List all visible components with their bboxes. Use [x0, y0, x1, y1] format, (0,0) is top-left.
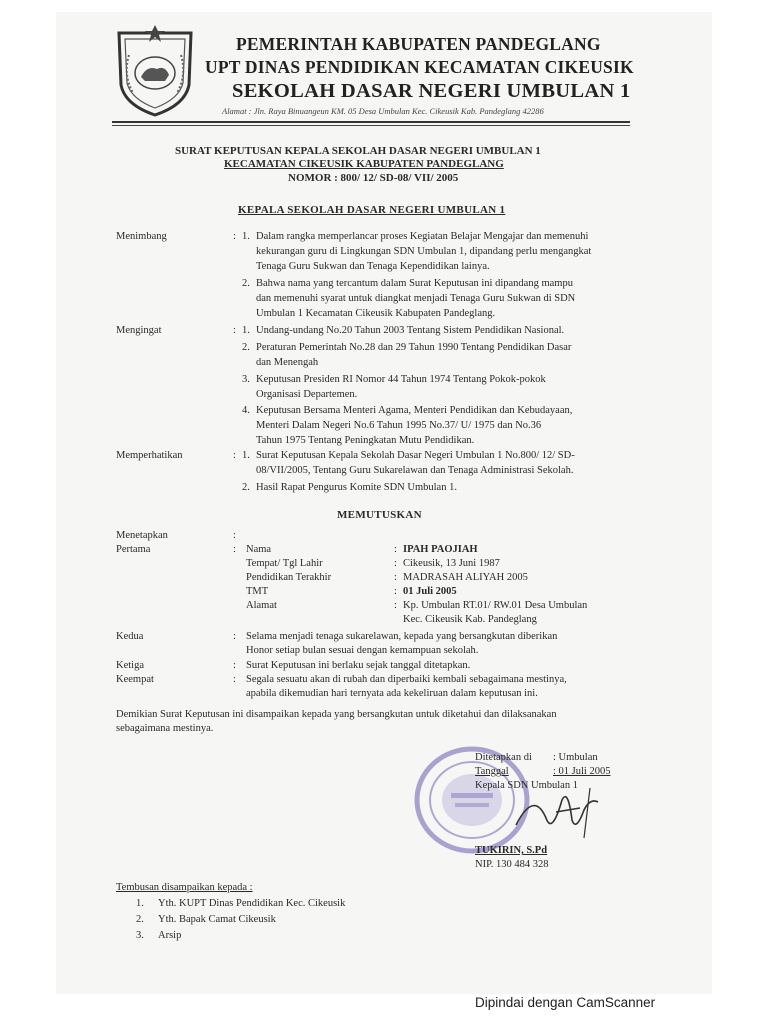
field-nama-label: Nama	[246, 544, 272, 555]
pertama-colon: :	[233, 544, 236, 555]
menetapkan-colon: :	[233, 530, 236, 541]
header-line-1: PEMERINTAH KABUPATEN PANDEGLANG	[236, 34, 601, 54]
header-address: Alamat : Jln. Raya Binuangeun KM. 05 Desa Umbulan Kec. Cikeusik Kab. Pandeglang 42286	[222, 106, 544, 116]
memperhatikan-2-line-1: Hasil Rapat Pengurus Komite SDN Umbulan 1.	[256, 482, 457, 493]
sign-position: Kepala SDN Umbulan 1	[475, 780, 578, 791]
regency-emblem-icon	[113, 25, 197, 119]
kedua-colon: :	[233, 631, 236, 642]
mengingat-num-3: 3.	[242, 374, 250, 385]
ketiga-colon: :	[233, 660, 236, 671]
field-alamat-value: Kp. Umbulan RT.01/ RW.01 Desa Umbulan	[403, 600, 588, 611]
ketiga-label: Ketiga	[116, 660, 144, 671]
menimbang-2-line-3: Umbulan 1 Kecamatan Cikeusik Kabupaten Pandeglang.	[256, 308, 496, 319]
handwritten-signature-icon	[506, 780, 606, 842]
field-ttl-colon: :	[394, 558, 397, 569]
tembusan-num-3: 3.	[136, 930, 144, 941]
field-alamat-colon: :	[394, 600, 397, 611]
mengingat-label: Mengingat	[116, 325, 162, 336]
field-nama-colon: :	[394, 544, 397, 555]
header-divider	[112, 121, 630, 123]
ketiga-line-1: Surat Keputusan ini berlaku sejak tanggal ditetapkan.	[246, 660, 471, 671]
memperhatikan-num-2: 2.	[242, 482, 250, 493]
camscanner-footer: Dipindai dengan CamScanner	[475, 995, 656, 1010]
menimbang-1-line-2: kekurangan guru di Lingkungan SDN Umbulan 1, dipandang perlu mengangkat	[256, 246, 592, 257]
mengingat-4-line-1: Keputusan Bersama Menteri Agama, Menteri Pendidikan dan Kebudayaan,	[256, 405, 573, 416]
memperhatikan-1-line-1: Surat Keputusan Kepala Sekolah Dasar Negeri Umbulan 1 No.800/ 12/ SD-	[256, 450, 575, 461]
menimbang-num-1: 1.	[242, 231, 250, 242]
field-tmt-label: TMT	[246, 586, 269, 597]
issuer-heading: KEPALA SEKOLAH DASAR NEGERI UMBULAN 1	[238, 204, 506, 216]
menimbang-2-line-1: Bahwa nama yang tercantum dalam Surat Keputusan ini dipandang mampu	[256, 278, 573, 289]
closing-line-2: sebagaimana mestinya.	[116, 723, 214, 734]
tembusan-num-1: 1.	[136, 898, 144, 909]
field-ttl-label: Tempat/ Tgl Lahir	[246, 558, 323, 569]
mengingat-num-1: 1.	[242, 325, 250, 336]
mengingat-2-line-2: dan Menengah	[256, 357, 319, 368]
header-divider-thin	[112, 125, 630, 126]
mengingat-2-line-1: Peraturan Pemerintah No.28 dan 29 Tahun 1990 Tentang Pendidikan Dasar	[256, 342, 572, 353]
field-alamat-label: Alamat	[246, 600, 277, 611]
menetapkan-label: Menetapkan	[116, 530, 168, 541]
keempat-line-2: apabila dikemudian hari ternyata ada kekeliruan dalam keputusan ini.	[246, 688, 538, 699]
memperhatikan-label: Memperhatikan	[116, 450, 183, 461]
sign-date-label: Tanggal	[475, 766, 509, 777]
field-pendidikan-label: Pendidikan Terakhir	[246, 572, 332, 583]
keempat-colon: :	[233, 674, 236, 685]
mengingat-num-4: 4.	[242, 405, 250, 416]
signer-name: TUKIRIN, S.Pd	[475, 845, 548, 856]
mengingat-1-line-1: Undang-undang No.20 Tahun 2003 Tentang Sistem Pendidikan Nasional.	[256, 325, 565, 336]
pertama-label: Pertama	[116, 544, 151, 555]
field-tmt-colon: :	[394, 586, 397, 597]
menimbang-1-line-3: Tenaga Guru Sukwan dan Tenaga Kependidikan lainya.	[256, 261, 490, 272]
field-alamat-value-2: Kec. Cikeusik Kab. Pandeglang	[403, 614, 537, 625]
closing-line-1: Demikian Surat Keputusan ini disampaikan kepada yang bersangkutan untuk diketahui dan dilaksanakan	[116, 709, 557, 720]
header-line-3: SEKOLAH DASAR NEGERI UMBULAN 1	[232, 80, 631, 102]
mengingat-4-line-2: Menteri Dalam Negeri No.6 Tahun 1995 No.37/ U/ 1975 dan No.36	[256, 420, 542, 431]
field-tmt-value: 01 Juli 2005	[403, 586, 457, 597]
kedua-line-2: Honor setiap bulan sesuai dengan kemampuan sekolah.	[246, 645, 479, 656]
tembusan-item-1: Yth. KUPT Dinas Pendidikan Kec. Cikeusik	[158, 898, 346, 909]
menimbang-label: Menimbang	[116, 231, 167, 242]
memperhatikan-1-line-2: 08/VII/2005, Tentang Guru Sukarelawan dan Tenaga Administrasi Sekolah.	[256, 465, 574, 476]
field-nama-value: IPAH PAOJIAH	[403, 544, 478, 555]
sign-place-value: : Umbulan	[553, 752, 598, 763]
mengingat-3-line-2: Organisasi Departemen.	[256, 389, 358, 400]
menimbang-colon: :	[233, 231, 236, 242]
tembusan-title: Tembusan disampaikan kepada :	[116, 882, 253, 893]
keempat-label: Keempat	[116, 674, 154, 685]
keempat-line-1: Segala sesuatu akan di rubah dan diperbaiki kembali sebagaimana mestinya,	[246, 674, 567, 685]
tembusan-item-3: Arsip	[158, 930, 182, 941]
memutuskan-heading: MEMUTUSKAN	[337, 509, 422, 521]
sign-date-value: : 01 Juli 2005	[553, 766, 611, 777]
kedua-line-1: Selama menjadi tenaga sukarelawan, kepada yang bersangkutan diberikan	[246, 631, 558, 642]
sign-place-label: Ditetapkan di	[475, 752, 532, 763]
field-pendidikan-value: MADRASAH ALIYAH 2005	[403, 572, 528, 583]
kedua-label: Kedua	[116, 631, 144, 642]
menimbang-2-line-2: dan memenuhi syarat untuk diangkat menjadi Tenaga Guru Sukwan di SDN	[256, 293, 576, 304]
tembusan-num-2: 2.	[136, 914, 144, 925]
header-line-2: UPT DINAS PENDIDIKAN KECAMATAN CIKEUSIK	[205, 57, 634, 77]
memperhatikan-num-1: 1.	[242, 450, 250, 461]
menimbang-num-2: 2.	[242, 278, 250, 289]
document-number: NOMOR : 800/ 12/ SD-08/ VII/ 2005	[288, 172, 459, 184]
tembusan-item-2: Yth. Bapak Camat Cikeusik	[158, 914, 276, 925]
title-line-1: SURAT KEPUTUSAN KEPALA SEKOLAH DASAR NEGERI UMBULAN 1	[175, 145, 541, 157]
memperhatikan-colon: :	[233, 450, 236, 461]
title-line-2: KECAMATAN CIKEUSIK KABUPATEN PANDEGLANG	[224, 158, 504, 170]
signer-nip: NIP. 130 484 328	[475, 859, 549, 870]
mengingat-num-2: 2.	[242, 342, 250, 353]
mengingat-4-line-3: Tahun 1975 Tentang Peningkatan Mutu Pendidikan.	[256, 435, 475, 446]
menimbang-1-line-1: Dalam rangka memperlancar proses Kegiatan Belajar Mengajar dan memenuhi	[256, 231, 589, 242]
mengingat-3-line-1: Keputusan Presiden RI Nomor 44 Tahun 1974 Tentang Pokok-pokok	[256, 374, 546, 385]
field-pendidikan-colon: :	[394, 572, 397, 583]
mengingat-colon: :	[233, 325, 236, 336]
field-ttl-value: Cikeusik, 13 Juni 1987	[403, 558, 500, 569]
